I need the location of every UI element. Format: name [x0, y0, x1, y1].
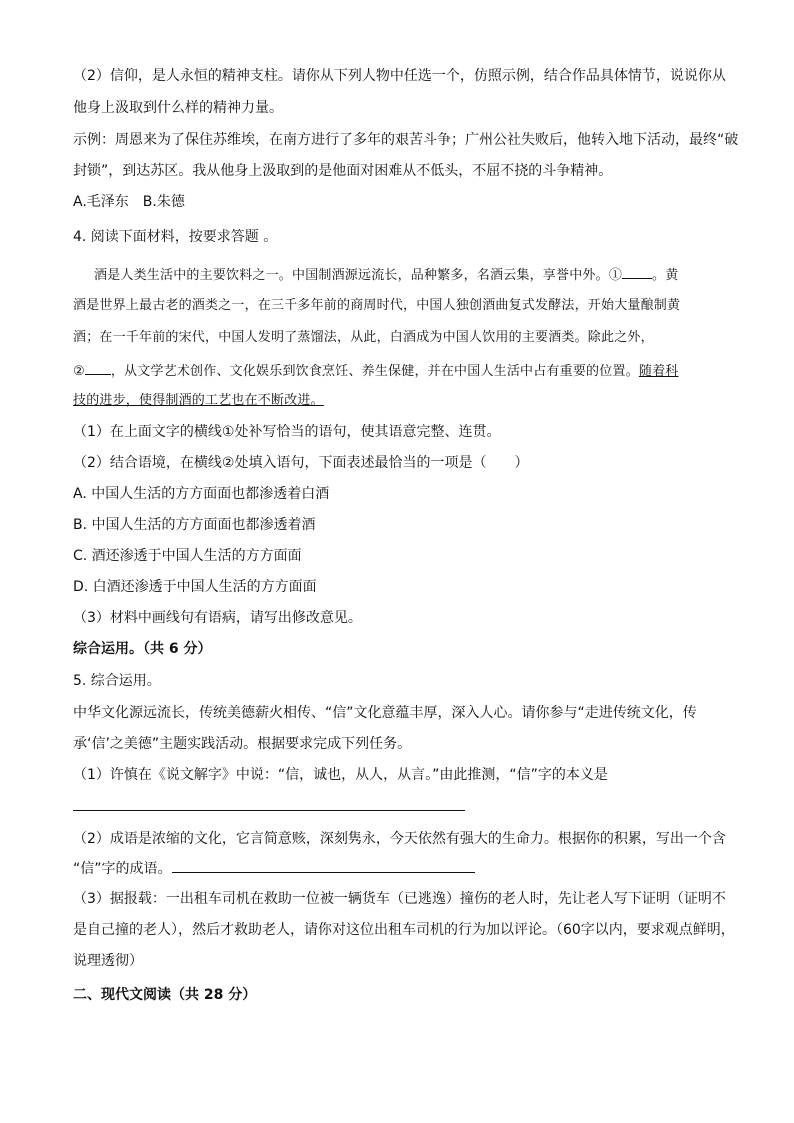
- q3-2-line2: 他身上汲取到什么样的精神力量。: [73, 100, 283, 116]
- q4-passage-line1: 酒是人类生活中的主要饮料之一。中国制酒源远流长，品种繁多，名酒云集，享誉中外。① 。黄: [94, 264, 678, 286]
- q5-part3-line3: 说理透彻）: [73, 953, 143, 969]
- section-heading-comprehensive: 综合运用。（共 6 分）: [73, 641, 212, 657]
- q4-part2: （2）结合语境，在横线②处填入语句，下面表述最恰当的一项是（ ）: [73, 455, 529, 471]
- section-heading-modern-reading: 二、现代文阅读（共 28 分）: [73, 987, 257, 1003]
- q5-part1: （1）许慎在《说文解字》中说：“信，诚也，从人，从言。”由此推测，“信”字的本义是: [73, 767, 608, 783]
- q3-example-line1: 示例：周恩来为了保住苏维埃，在南方进行了多年的艰苦斗争；广州公社失败后，他转入地下活动，最终“破: [73, 132, 739, 148]
- q3-2-line1: （2）信仰，是人永恒的精神支柱。请你从下列人物中任选一个，仿照示例，结合作品具体情节，说说你从: [73, 68, 726, 84]
- q5-title: 5. 综合运用。: [73, 673, 161, 689]
- underlined-sentence-part2: 技的进步，使得制酒的工艺也在不断改进。: [73, 393, 324, 408]
- q3-options: A.毛泽东 B.朱德: [73, 194, 185, 210]
- q4-part1: （1）在上面文字的横线①处补写恰当的语句，使其语意完整、连贯。: [73, 424, 501, 440]
- q4-passage-line2: 酒是世界上最古老的酒类之一，在三千多年前的商周时代，中国人独创酒曲复式发酵法，开始大量酿制黄: [73, 298, 681, 313]
- q5-intro-line1: 中华文化源远流长，传统美德薪火相传、“信”文化意蕴丰厚，深入人心。请你参与“走进传统文化，传: [73, 705, 697, 721]
- q3-example-line2: 封锁”，到达苏区。我从他身上汲取到的是他面对困难从不低头，不屈不挠的斗争精神。: [73, 163, 613, 179]
- q4-passage-line3: 酒；在一千年前的宋代，中国人发明了蒸馏法，从此，白酒成为中国人饮用的主要酒类。除此之外，: [73, 330, 654, 345]
- q5-part2-line1: （2）成语是浓缩的文化，它言简意赅，深刻隽永，今天依然有强大的生命力。根据你的积累，写出一个含: [73, 831, 726, 847]
- q4-option-a: A. 中国人生活的方方面面也都渗透着白酒: [73, 486, 330, 502]
- underlined-sentence-part1: 随着科: [638, 364, 679, 379]
- blank-2[interactable]: [85, 360, 111, 375]
- answer-line-part1[interactable]: [73, 810, 465, 811]
- blank-1[interactable]: [622, 264, 652, 279]
- q4-option-d: D. 白酒还渗透于中国人生活的方方面面: [73, 579, 317, 595]
- q5-intro-line2: 承‘信’之美德”主题实践活动。根据要求完成下列任务。: [73, 736, 412, 752]
- q4-passage-line4: ② ，从文学艺术创作、文化娱乐到饮食烹饪、养生保健，并在中国人生活中占有重要的位置。随着科: [73, 360, 678, 382]
- answer-line-part2[interactable]: [172, 858, 475, 873]
- q4-option-b: B. 中国人生活的方方面面也都渗透着酒: [73, 517, 316, 533]
- q4-passage-line5: [73, 391, 324, 411]
- q5-part3-line1: （3）据报载：一出租车司机在救助一位被一辆货车（已逃逸）撞伤的老人时，先让老人写下证明（证明不: [73, 891, 726, 907]
- q4-stem: 4. 阅读下面材料，按要求答题 。: [73, 229, 278, 245]
- q4-part3: （3）材料中画线句有语病，请写出修改意见。: [73, 610, 362, 626]
- q5-part3-line2: 是自己撞的老人），然后才救助老人，请你对这位出租车司机的行为加以评论。（60字以内，要求观点鲜明，: [73, 922, 735, 938]
- q5-part2-line2: “信”字的成语。: [73, 858, 475, 879]
- q4-option-c: C. 酒还渗透于中国人生活的方方面面: [73, 548, 302, 564]
